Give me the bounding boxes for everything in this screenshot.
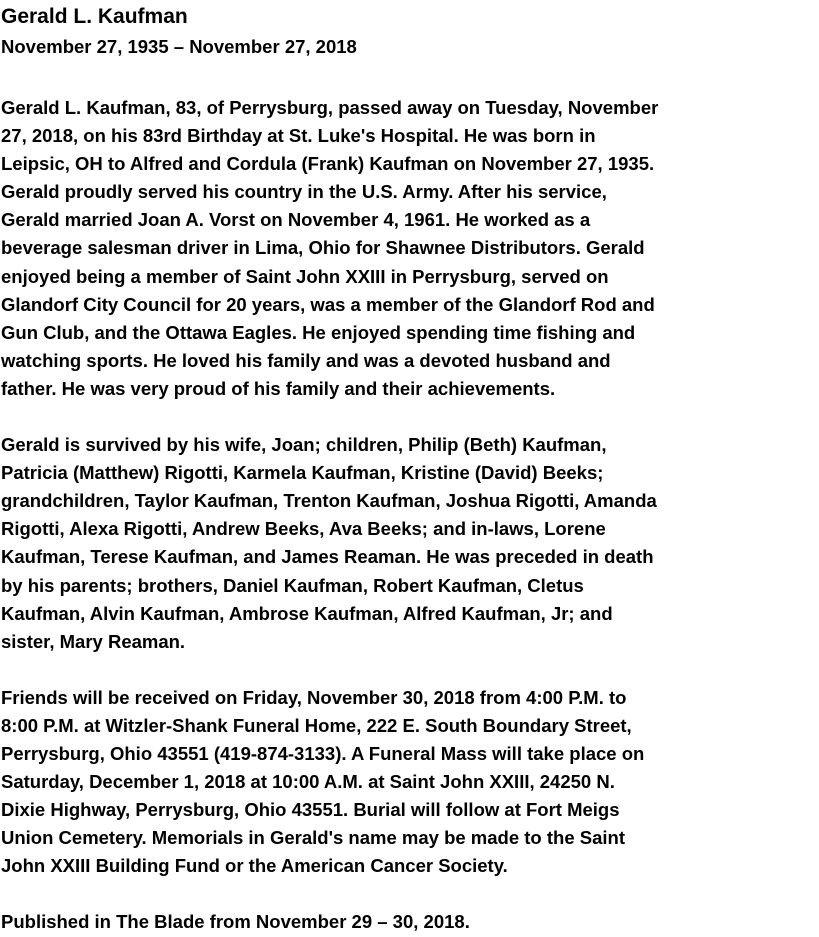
text-line: Kaufman, Terese Kaufman, and James Reaman. He was preceded in death — [1, 546, 654, 568]
text-line: Union Cemetery. Memorials in Gerald's name may be made to the Saint — [1, 827, 625, 849]
text-line: 27, 2018, on his 83rd Birthday at St. Luke's Hospital. He was born in — [1, 125, 596, 147]
services-paragraph — [1, 684, 819, 881]
text-line: Perrysburg, Ohio 43551 (419-874-3133). A Funeral Mass will take place on — [1, 742, 645, 764]
biography-paragraph — [1, 94, 819, 403]
text-line: Gerald proudly served his country in the U.S. Army. After his service, — [1, 181, 607, 203]
obituary-name: Gerald L. Kaufman — [1, 5, 188, 28]
text-line: Dixie Highway, Perrysburg, Ohio 43551. Burial will follow at Fort Meigs — [1, 799, 620, 821]
text-line: Gerald married Joan A. Vorst on November 4, 1961. He worked as a — [1, 209, 591, 231]
text-line: Patricia (Matthew) Rigotti, Karmela Kaufman, Kristine (David) Beeks; — [1, 462, 604, 484]
text-line: Glandorf City Council for 20 years, was a member of the Glandorf Rod and — [1, 293, 655, 315]
text-line: by his parents; brothers, Daniel Kaufman, Robert Kaufman, Cletus — [1, 574, 584, 596]
text-line: Gerald is survived by his wife, Joan; children, Philip (Beth) Kaufman, — [1, 434, 607, 456]
text-line: Kaufman, Alvin Kaufman, Ambrose Kaufman, Alfred Kaufman, Jr; and — [1, 602, 613, 624]
text-line: Friends will be received on Friday, November 30, 2018 from 4:00 P.M. to — [1, 686, 627, 708]
text-line: grandchildren, Taylor Kaufman, Trenton Kaufman, Joshua Rigotti, Amanda — [1, 490, 657, 512]
text-line: Published in The Blade from November 29 – 30, 2018. — [1, 911, 470, 933]
text-line: John XXIII Building Fund or the American Cancer Society. — [1, 855, 508, 877]
text-line: enjoyed being a member of Saint John XXIII in Perrysburg, served on — [1, 265, 609, 287]
text-line: Gun Club, and the Ottawa Eagles. He enjoyed spending time fishing and — [1, 321, 636, 343]
text-line: Rigotti, Alexa Rigotti, Andrew Beeks, Ava Beeks; and in-laws, Lorene — [1, 518, 606, 540]
text-line: Gerald L. Kaufman, 83, of Perrysburg, passed away on Tuesday, November — [1, 97, 659, 118]
obituary-dates: November 27, 1935 – November 27, 2018 — [1, 36, 357, 57]
text-line: beverage salesman driver in Lima, Ohio for Shawnee Distributors. Gerald — [1, 237, 645, 259]
text-line: watching sports. He loved his family and was a devoted husband and — [1, 349, 611, 371]
text-line: 8:00 P.M. at Witzler-Shank Funeral Home, 222 E. South Boundary Street, — [1, 714, 632, 736]
text-line: father. He was very proud of his family and their achievements. — [1, 377, 556, 399]
survivors-paragraph — [1, 431, 819, 656]
text-line: Saturday, December 1, 2018 at 10:00 A.M. at Saint John XXIII, 24250 N. — [1, 771, 615, 793]
text-line: Leipsic, OH to Alfred and Cordula (Frank) Kaufman on November 27, 1935. — [1, 153, 655, 175]
publication-note — [1, 908, 819, 936]
text-line: sister, Mary Reaman. — [1, 630, 186, 652]
